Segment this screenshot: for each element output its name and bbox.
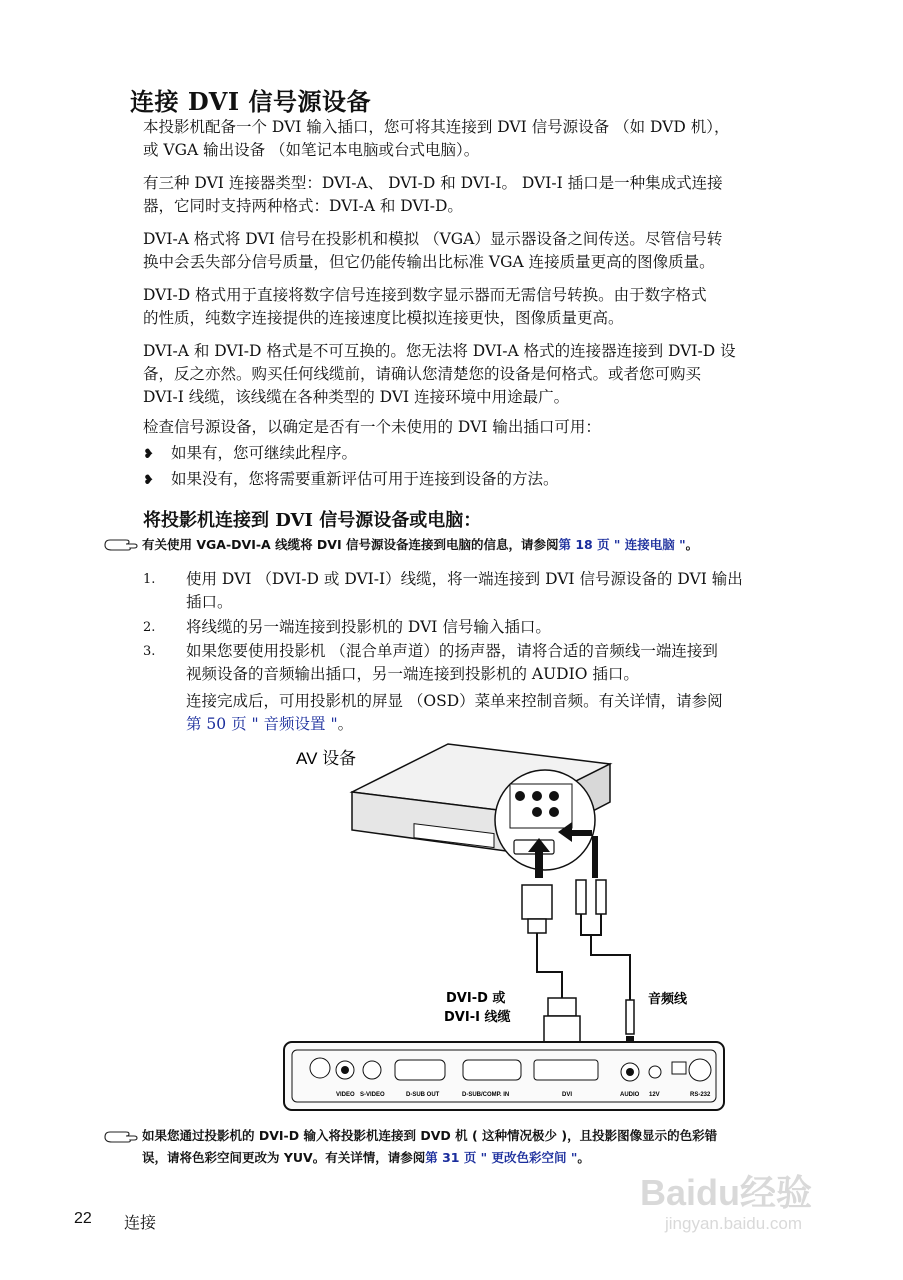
step-2 (143, 616, 818, 639)
note-hand-icon (104, 537, 138, 553)
intro-line: 或 VGA 输出设备 （如笔记本电脑或台式电脑）。 (143, 141, 480, 159)
step-3 (143, 640, 818, 740)
step-line: 如果您要使用投影机 （混合单声道）的扬声器，请将合适的音频线一端连接到 (186, 642, 718, 660)
note-text: 如果您通过投影机的 DVI-D 输入将投影机连接到 DVD 机 ( 这种情况极少 )，且投影图像显示的色彩错 (142, 1128, 718, 1143)
link-change-color-space[interactable]: 第 31 页 " 更改色彩空间 " (425, 1150, 578, 1165)
link-audio-settings[interactable]: 第 50 页 " 音频设置 " (186, 715, 338, 733)
step-end: 。 (337, 715, 354, 733)
step-line: 连接完成后，可用投影机的屏显 （OSD）菜单来控制音频。有关详情，请参阅 (186, 692, 723, 710)
connection-diagram (270, 740, 740, 1120)
audio-cable-label: 音频线 (648, 992, 688, 1007)
link-connect-computer[interactable]: 第 18 页 " 连接电脑 " (558, 537, 686, 552)
paragraph-line: 换中会丢失部分信号质量，但它仍能传输出比标准 VGA 连接质量更高的图像质量。 (143, 253, 715, 271)
step-line: 视频设备的音频输出插口，另一端连接到投影机的 AUDIO 插口。 (186, 665, 639, 683)
cable-label-line2: DVI-I 线缆 (444, 1010, 511, 1025)
bullet-item (143, 468, 559, 492)
paragraph-line: DVI-D 格式用于直接将数字信号连接到数字显示器而无需信号转换。由于数字格式 (143, 286, 707, 304)
port-label: DVI (562, 1092, 573, 1098)
intro-line: 本投影机配备一个 DVI 输入插口，您可将其连接到 DVI 信号源设备 （如 DVD 机）， (143, 118, 730, 136)
page-number: 22 (74, 1210, 92, 1227)
av-device-label: AV 设备 (296, 749, 357, 768)
port-label: AUDIO (620, 1092, 640, 1098)
step-line: 插口。 (186, 593, 233, 611)
paragraph-line: 的性质，纯数字连接提供的连接速度比模拟连接更快，图像质量更高。 (143, 309, 624, 327)
step-line: 将线缆的另一端连接到投影机的 DVI 信号输入插口。 (186, 618, 551, 636)
bullet-text: 如果有，您可继续此程序。 (171, 444, 358, 462)
step-line: 使用 DVI （DVI-D 或 DVI-I）线缆，将一端连接到 DVI 信号源设备的 DVI 输出 (186, 570, 743, 588)
paragraph-line: DVI-I 线缆，该线缆在各种类型的 DVI 连接环境中用途最广。 (143, 388, 570, 406)
av-device-illustration (352, 744, 610, 870)
compatibility-paragraph (143, 340, 818, 409)
paragraph-line: 器，它同时支持两种格式：DVI-A 和 DVI-D。 (143, 197, 463, 215)
check-paragraph: 检查信号源设备，以确定是否有一个未使用的 DVI 输出插口可用： (143, 418, 601, 436)
dvi-a-paragraph (143, 228, 818, 274)
port-label: D-SUB OUT (406, 1092, 440, 1098)
note-text: 误，请将色彩空间更改为 YUV。有关详情，请参阅 (142, 1150, 426, 1165)
paragraph-line: DVI-A 格式将 DVI 信号在投影机和模拟 （VGA）显示器设备之间传送。尽管信号转 (143, 230, 723, 248)
step-number: 1. (143, 572, 156, 587)
port-label: RS-232 (690, 1092, 711, 1098)
note-2 (142, 1125, 842, 1169)
note-end: 。 (685, 537, 699, 552)
port-label: S-VIDEO (360, 1092, 385, 1098)
port-label: VIDEO (336, 1092, 355, 1098)
note-hand-icon (104, 1129, 138, 1145)
bullet-marker-icon: ❥ (143, 473, 154, 488)
watermark-brand: Baidu经验 (640, 1172, 813, 1213)
bullet-marker-icon: ❥ (143, 447, 154, 462)
step-1 (143, 568, 818, 614)
section-title: 将投影机连接到 DVI 信号源设备或电脑： (143, 510, 482, 531)
paragraph-line: 备，反之亦然。购买任何线缆前，请确认您清楚您的设备是何格式。或者您可购买 (143, 365, 702, 383)
note-text: 有关使用 VGA-DVI-A 线缆将 DVI 信号源设备连接到电脑的信息，请参阅 (142, 537, 559, 552)
page-title: 连接 DVI 信号源设备 (130, 87, 371, 116)
port-label: D-SUB/COMP. IN (462, 1092, 510, 1098)
cable-label-line1: DVI-D 或 (446, 991, 506, 1006)
paragraph-line: DVI-A 和 DVI-D 格式是不可互换的。您无法将 DVI-A 格式的连接器连接到 DVI-D 设 (143, 342, 736, 360)
note-1 (142, 534, 698, 556)
bullet-item (143, 442, 357, 466)
port-label: 12V (649, 1092, 660, 1098)
intro-paragraph (143, 116, 818, 162)
paragraph-line: 有三种 DVI 连接器类型：DVI-A、 DVI-D 和 DVI-I。 DVI-I 插口是一种集成式连接 (143, 174, 723, 192)
dvi-d-paragraph (143, 284, 818, 330)
step-number: 2. (143, 620, 156, 635)
step-number: 3. (143, 644, 156, 659)
note-end: 。 (577, 1150, 590, 1165)
bullet-text: 如果没有，您将需要重新评估可用于连接到设备的方法。 (171, 470, 559, 488)
connector-types-paragraph (143, 172, 818, 218)
watermark-url: jingyan.baidu.com (665, 1214, 803, 1233)
footer-section: 连接 (124, 1213, 157, 1232)
